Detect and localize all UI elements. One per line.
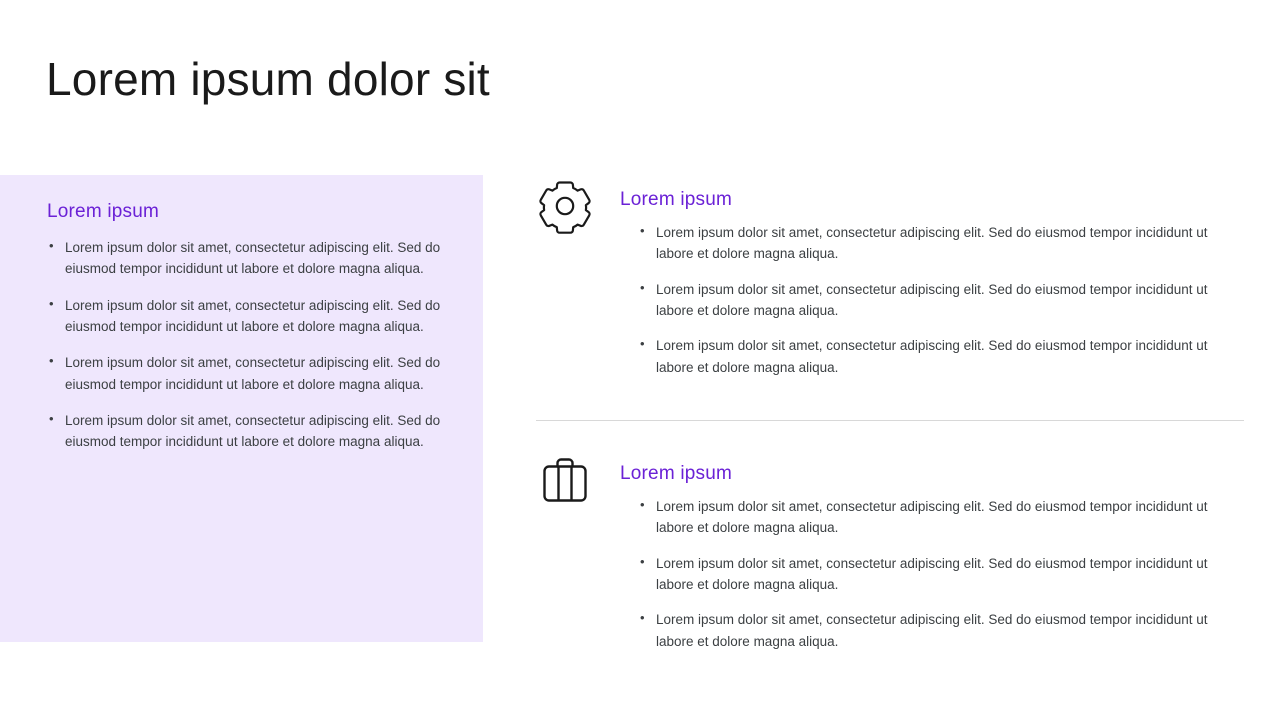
left-panel-heading: Lorem ipsum [47, 201, 160, 222]
gear-icon [536, 177, 594, 235]
list-item: • Lorem ipsum dolor sit amet, consectetur adipiscing elit. Sed do eiusmod tempor incididunt ut labore et dolore magna aliqua. [638, 496, 1244, 539]
list-item: • Lorem ipsum dolor sit amet, consectetur adipiscing elit. Sed do eiusmod tempor incididunt ut labore et dolore magna aliqua. [638, 609, 1244, 652]
list-item: • Lorem ipsum dolor sit amet, consectetur adipiscing elit. Sed do eiusmod tempor incididunt ut labore et dolore magna aliqua. [638, 553, 1244, 596]
feature-column [536, 175, 1244, 666]
list-item: • Lorem ipsum dolor sit amet, consectetur adipiscing elit. Sed do eiusmod tempor incididunt ut labore et dolore magna aliqua. [47, 295, 445, 338]
briefcase-icon [536, 451, 594, 509]
list-item: • Lorem ipsum dolor sit amet, consectetur adipiscing elit. Sed do eiusmod tempor incididunt ut labore et dolore magna aliqua. [638, 335, 1244, 378]
feature-bullet-list [620, 222, 1244, 378]
list-item: • Lorem ipsum dolor sit amet, consectetur adipiscing elit. Sed do eiusmod tempor incididunt ut labore et dolore magna aliqua. [47, 352, 445, 395]
feature-heading: Lorem ipsum [620, 189, 733, 210]
feature-body [620, 449, 1244, 666]
list-item: • Lorem ipsum dolor sit amet, consectetur adipiscing elit. Sed do eiusmod tempor incididunt ut labore et dolore magna aliqua. [47, 237, 445, 280]
list-item: • Lorem ipsum dolor sit amet, consectetur adipiscing elit. Sed do eiusmod tempor incididunt ut labore et dolore magna aliqua. [47, 410, 445, 453]
feature-block-briefcase [536, 449, 1244, 666]
section-divider [536, 420, 1244, 421]
feature-bullet-list [620, 496, 1244, 652]
list-item: • Lorem ipsum dolor sit amet, consectetur adipiscing elit. Sed do eiusmod tempor incididunt ut labore et dolore magna aliqua. [638, 279, 1244, 322]
feature-body [620, 175, 1244, 392]
feature-heading: Lorem ipsum [620, 462, 733, 484]
left-panel-bullet-list [47, 237, 445, 453]
page-title: Lorem ipsum dolor sit [46, 53, 490, 105]
feature-block-gear [536, 175, 1244, 392]
list-item: • Lorem ipsum dolor sit amet, consectetur adipiscing elit. Sed do eiusmod tempor incididunt ut labore et dolore magna aliqua. [638, 222, 1244, 265]
left-highlight-panel [0, 175, 483, 642]
